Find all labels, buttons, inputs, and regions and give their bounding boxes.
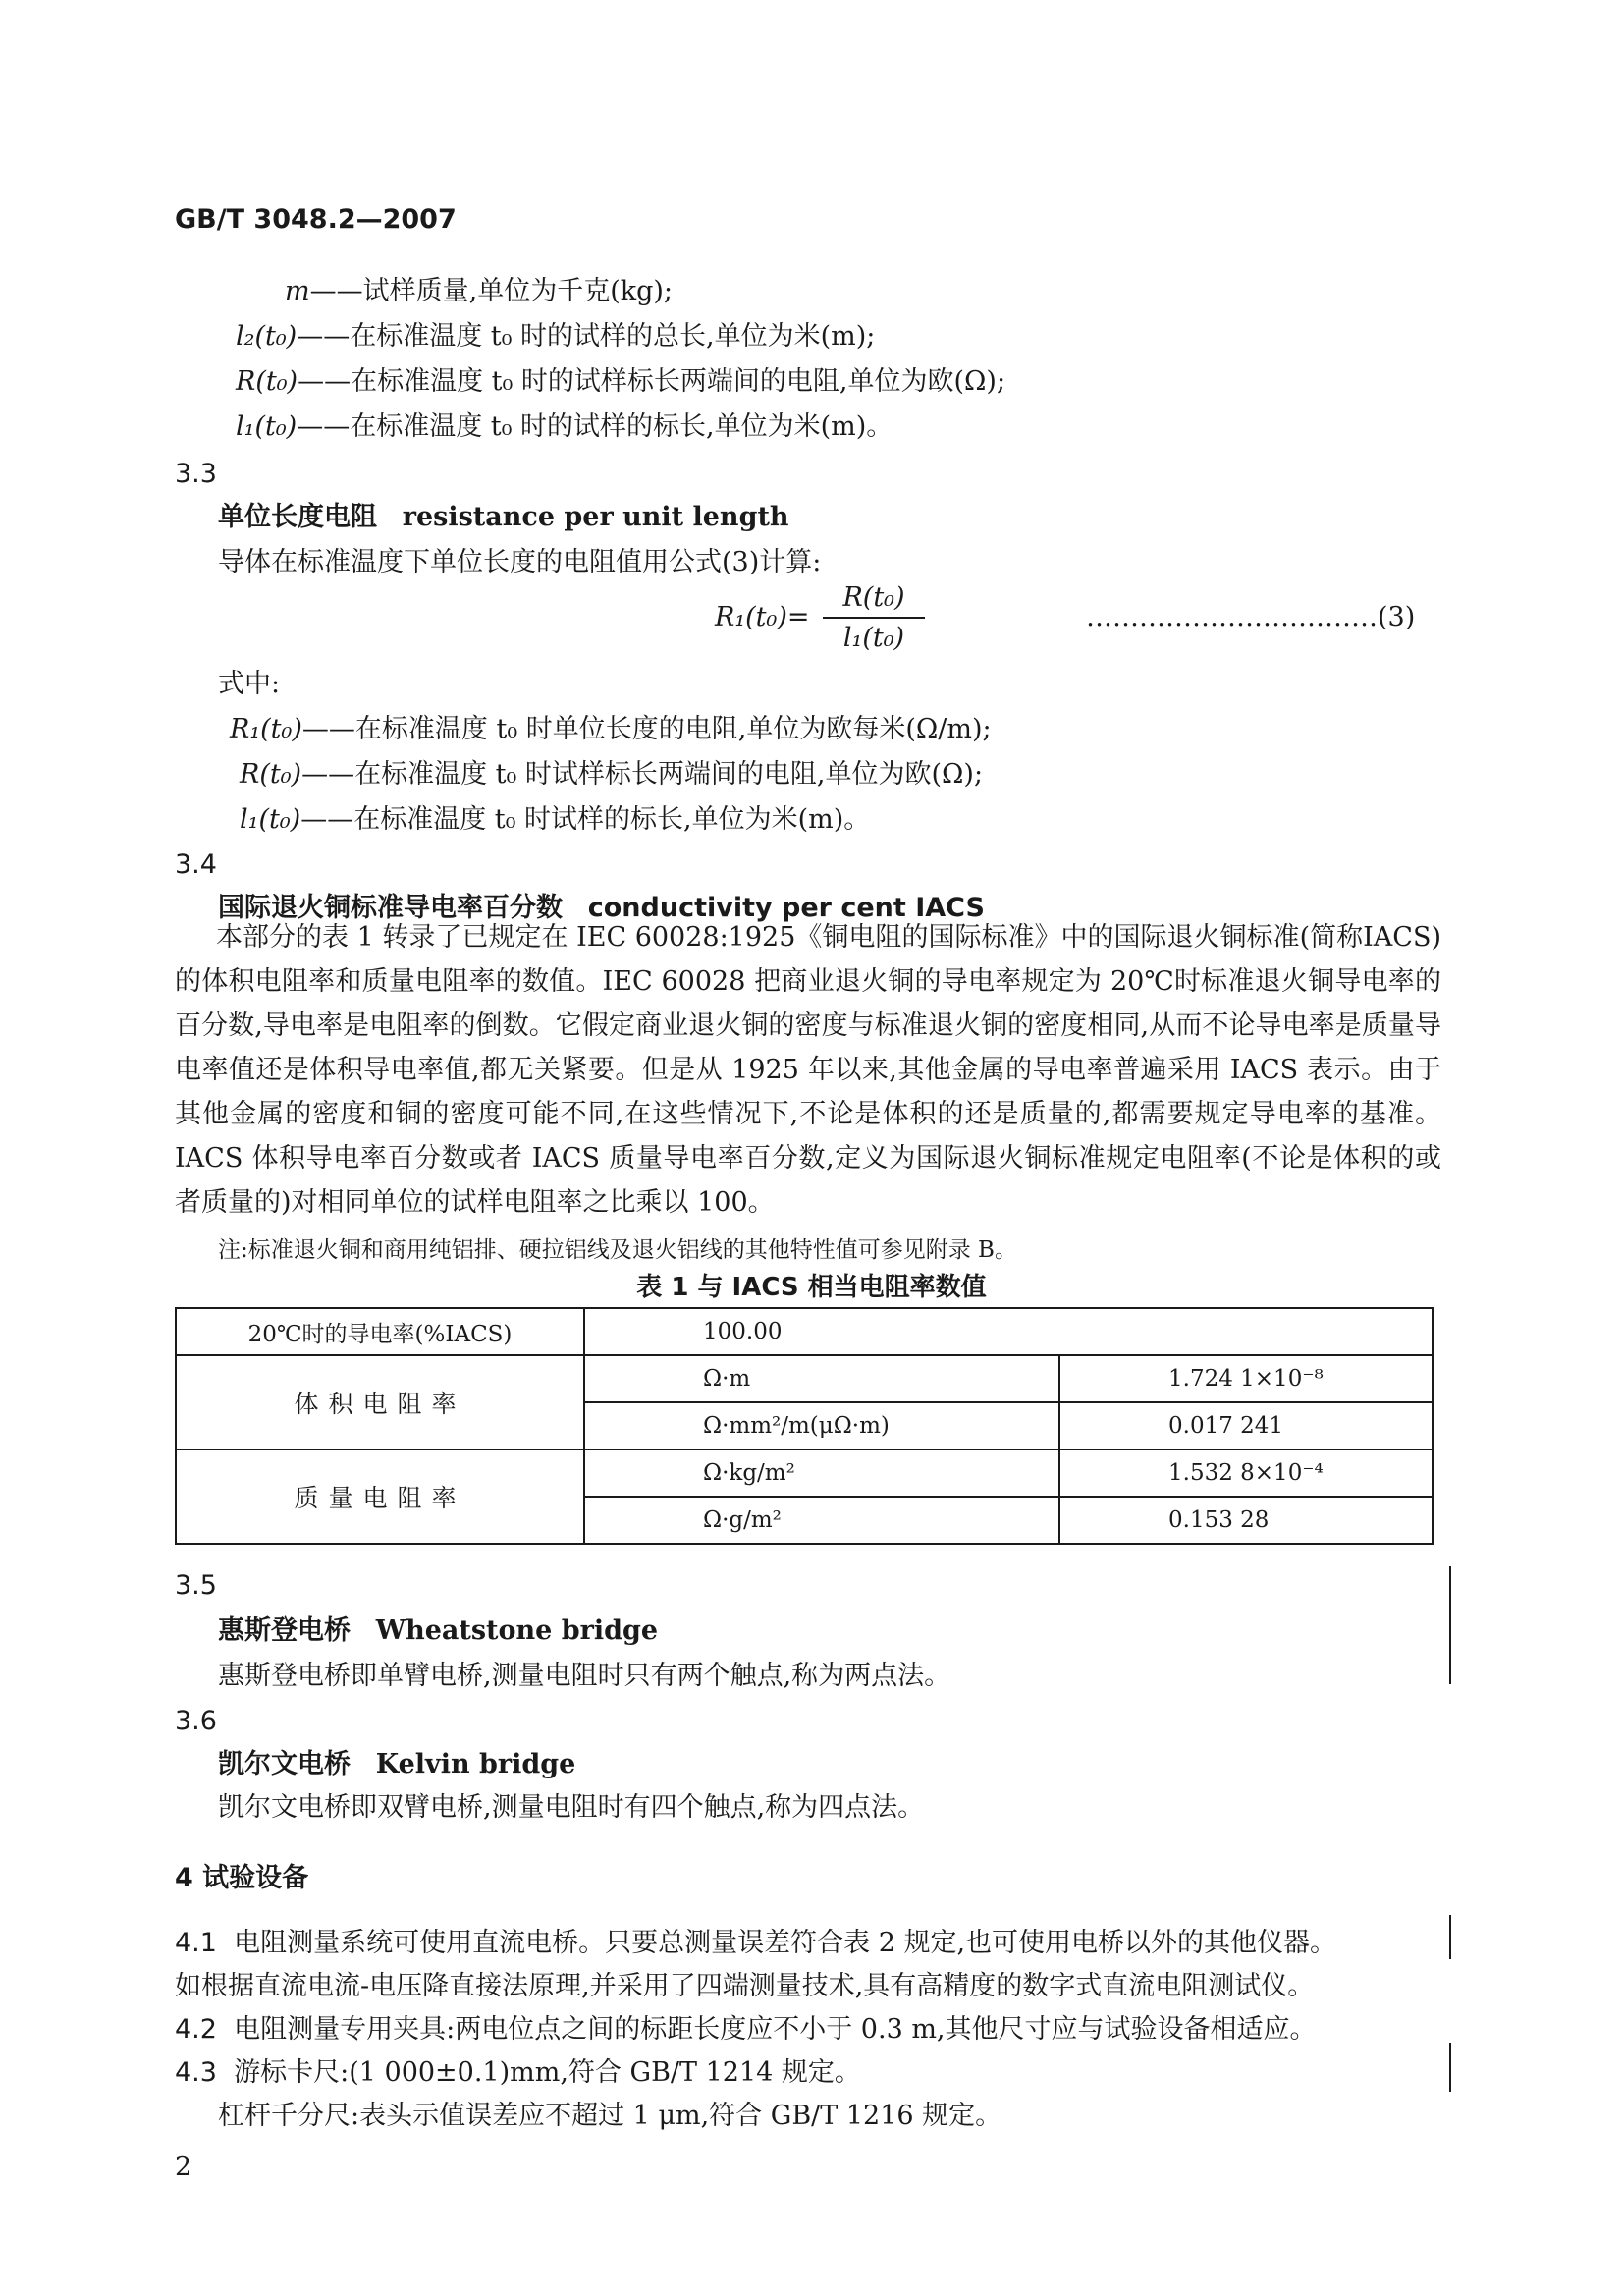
table-row — [176, 1449, 1433, 1497]
section-title — [218, 1614, 658, 1648]
margin-bar — [1449, 2043, 1451, 2092]
definition-symbol: l₁(t₀) — [236, 411, 298, 442]
table-row-label: 体积电阻率 — [176, 1355, 584, 1449]
margin-bar — [1449, 1566, 1451, 1684]
note: 注:标准退火铜和商用纯铝排、硬拉铝线及退火铝线的其他特性值可参见附录 B。 — [218, 1237, 1017, 1263]
paragraph-text: 电阻测量系统可使用直流电桥。只要总测量误差符合表 2 规定,也可使用电桥以外的其他仪器。 — [234, 1928, 1337, 1958]
table-cell: 0.017 241 — [1059, 1402, 1433, 1449]
table-row — [176, 1355, 1433, 1402]
formula-lhs-text: R₁(t₀)= — [715, 602, 810, 632]
section-paragraph — [175, 915, 1441, 1225]
table-cell: 20℃时的导电率(%IACS) — [176, 1308, 584, 1355]
formula-fraction-bar — [823, 617, 925, 619]
definition-text: ——在标准温度 t₀ 时试样的标长,单位为米(m)。 — [300, 804, 871, 835]
section-title — [218, 1748, 575, 1781]
paragraph-text: 杠杆千分尺:表头示值误差应不超过 1 μm,符合 GB/T 1216 规定。 — [218, 2101, 1002, 2131]
where-label: 式中: — [218, 669, 281, 699]
definition-item — [240, 758, 983, 792]
definition-symbol: l₁(t₀) — [240, 804, 301, 835]
section-number: 3.3 — [175, 459, 217, 489]
table-cell: 100.00 — [584, 1308, 1433, 1355]
section-title-cn: 国际退火铜标准导电率百分数 — [218, 893, 563, 923]
definition-symbol: R₁(t₀) — [230, 714, 302, 744]
paragraph-number: 4.2 — [175, 2014, 217, 2045]
definition-text: ——在标准温度 t₀ 时试样标长两端间的电阻,单位为欧(Ω); — [301, 759, 984, 790]
page-number: 2 — [175, 2152, 192, 2182]
definition-item — [285, 275, 673, 308]
section-number: 3.5 — [175, 1570, 217, 1601]
section-title-cn: 惠斯登电桥 — [218, 1615, 351, 1646]
section-text: 惠斯登电桥即单臂电桥,测量电阻时只有两个触点,称为两点法。 — [218, 1661, 951, 1691]
formula-numerator-text: R(t₀) — [842, 582, 905, 613]
document-id: GB/T 3048.2—2007 — [175, 204, 457, 235]
formula-denominator — [825, 622, 923, 655]
chapter-heading: 4 试验设备 — [175, 1863, 309, 1893]
definition-symbol: R(t₀) — [236, 366, 298, 397]
formula-numerator — [825, 581, 923, 615]
formula-denominator-text: l₁(t₀) — [842, 623, 905, 653]
definition-symbol: R(t₀) — [240, 759, 302, 790]
paragraph-continuation: 如根据直流电流-电压降直接法原理,并采用了四端测量技术,具有高精度的数字式直流电阻测试仪。 — [175, 1971, 1315, 2001]
section-title-cn: 凯尔文电桥 — [218, 1749, 351, 1779]
section-number: 3.4 — [175, 849, 217, 880]
table-cell: Ω·kg/m² — [584, 1449, 1059, 1497]
paragraph-text: 游标卡尺:(1 000±0.1)mm,符合 GB/T 1214 规定。 — [234, 2057, 861, 2088]
formula-tag: ……………………………(3) — [1086, 602, 1416, 632]
section-title-cn: 单位长度电阻 — [218, 502, 377, 532]
paragraph-number: 4.1 — [175, 1928, 217, 1958]
table-cell: Ω·mm²/m(μΩ·m) — [584, 1402, 1059, 1449]
paragraph-text: 电阻测量专用夹具:两电位点之间的标距长度应不小于 0.3 m,其他尺寸应与试验设备相适应。 — [234, 2014, 1317, 2045]
section-paragraph-text: 本部分的表 1 转录了已规定在 IEC 60028:1925《铜电阻的国际标准》中的国际退火铜标准(简称IACS)的体积电阻率和质量电阻率的数值。IEC 60028 把商业退火铜的导电率规定为 20℃时标准退火铜导电率的百分数,导电率是电阻率的倒数。它假定商业退火铜的密度与标准退火铜的密度相同,从而不论导电率是质量导电率值还是体积导电率值,都无关紧要。但是从 1925 年以来,其他金属的导电率普遍采用 IACS 表示。由于其他金属的密度和铜的密度可能不同,在这些情况下,不论是体积的还是质量的,都需要规定导电率的基准。IACS 体积导电率百分数或者 IACS 质量导电率百分数,定义为国际退火铜标准规定电阻率(不论是体积的或者质量的)对相同单位的试样电阻率之比乘以 100。 — [175, 922, 1441, 1218]
definition-item — [236, 320, 875, 354]
section-text: 凯尔文电桥即双臂电桥,测量电阻时有四个触点,称为四点法。 — [218, 1792, 925, 1823]
definition-symbol: m — [285, 276, 310, 306]
definition-item — [236, 410, 893, 444]
section-intro: 导体在标准温度下单位长度的电阻值用公式(3)计算: — [218, 547, 822, 577]
definition-item — [230, 713, 992, 746]
definition-text: ——在标准温度 t₀ 时单位长度的电阻,单位为欧每米(Ω/m); — [301, 714, 992, 744]
paragraph-number: 4.3 — [175, 2057, 217, 2088]
section-number: 3.6 — [175, 1706, 217, 1736]
table-cell: 1.532 8×10⁻⁴ — [1059, 1449, 1433, 1497]
section-title-en: Kelvin bridge — [375, 1749, 576, 1779]
definition-text: ——试样质量,单位为千克(kg); — [309, 276, 674, 306]
definition-text: ——在标准温度 t₀ 时的试样的总长,单位为米(m); — [297, 321, 876, 352]
margin-bar — [1449, 1915, 1451, 1959]
definition-text: ——在标准温度 t₀ 时的试样标长两端间的电阻,单位为欧(Ω); — [298, 366, 1006, 397]
definition-text: ——在标准温度 t₀ 时的试样的标长,单位为米(m)。 — [297, 411, 893, 442]
paragraph-item — [175, 2013, 1317, 2047]
definition-item — [240, 803, 870, 837]
section-title — [218, 501, 789, 534]
section-title-en: Wheatstone bridge — [375, 1615, 659, 1646]
table-caption: 表 1 与 IACS 相当电阻率数值 — [636, 1273, 987, 1302]
definition-symbol: l₂(t₀) — [236, 321, 298, 352]
definition-item — [236, 365, 1005, 399]
iacs-table — [175, 1307, 1434, 1545]
section-title-en: resistance per unit length — [402, 502, 789, 532]
table-cell: 0.153 28 — [1059, 1497, 1433, 1544]
paragraph-item — [175, 2056, 861, 2090]
table-cell: Ω·m — [584, 1355, 1059, 1402]
table-cell: Ω·g/m² — [584, 1497, 1059, 1544]
table-cell: 1.724 1×10⁻⁸ — [1059, 1355, 1433, 1402]
formula-lhs — [715, 601, 810, 634]
table-row — [176, 1308, 1433, 1355]
paragraph-item — [175, 1927, 1336, 1960]
table-row-label: 质量电阻率 — [176, 1449, 584, 1544]
section-title-en: conductivity per cent IACS — [587, 893, 985, 923]
